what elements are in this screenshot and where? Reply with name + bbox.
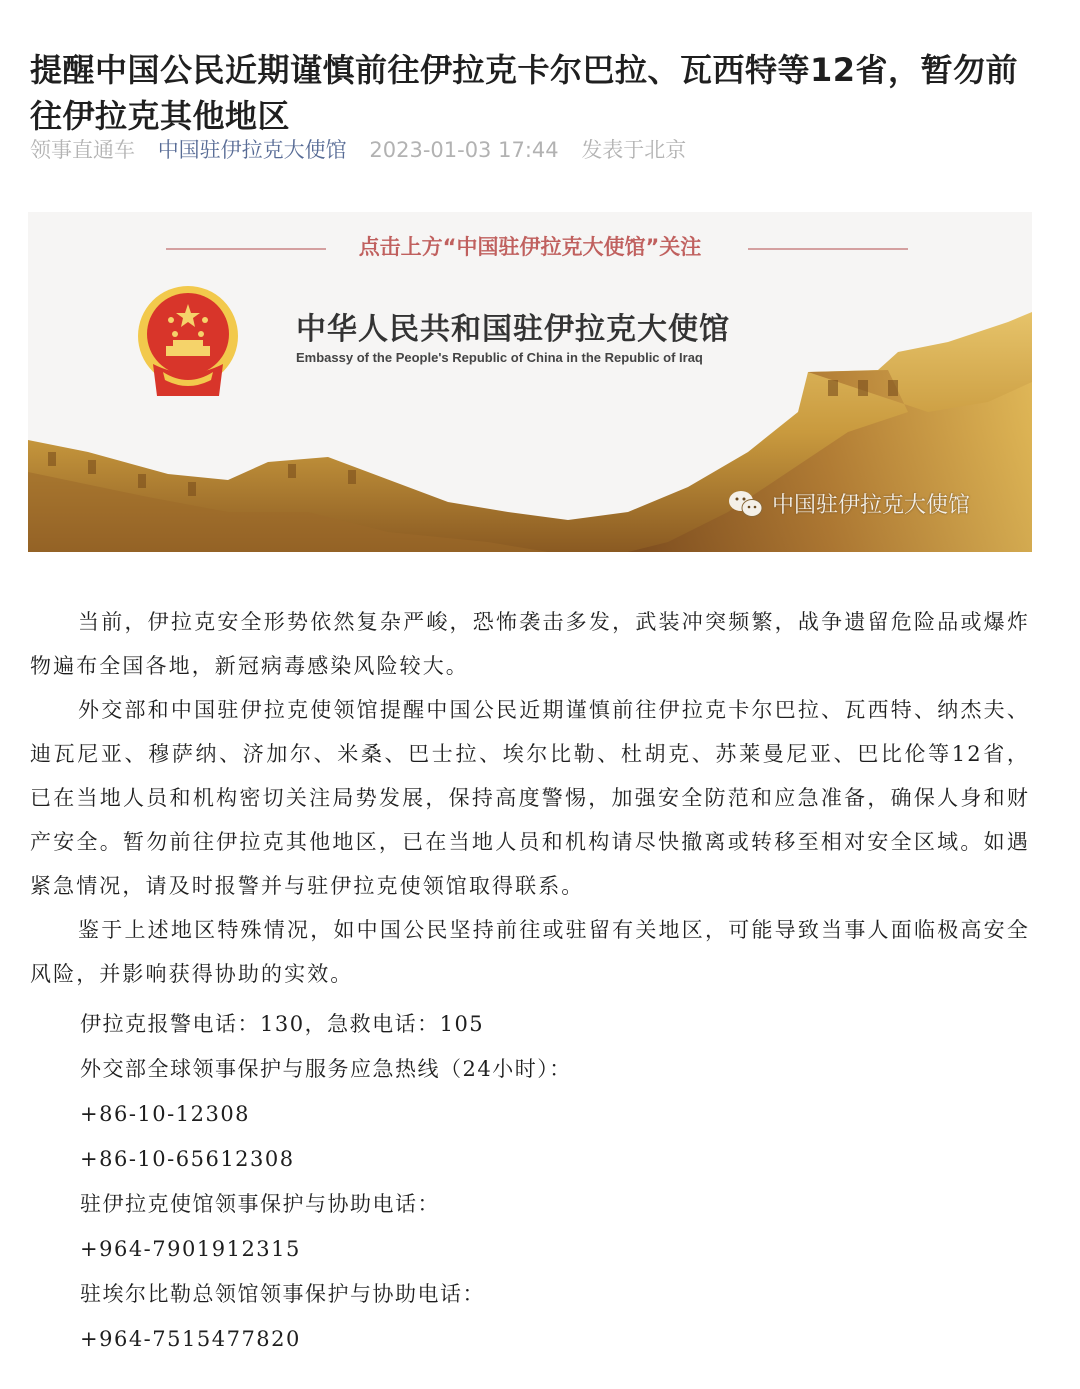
publish-datetime: 2023-01-03 17:44 (369, 138, 559, 162)
account-link[interactable]: 中国驻伊拉克大使馆 (157, 138, 347, 162)
erbil-consulate-phone-number[interactable]: +964-7515477820 (80, 1327, 301, 1351)
article-body (30, 600, 1030, 996)
embassy-phone-number[interactable]: +964-7901912315 (80, 1237, 301, 1261)
local-emergency-numbers: 伊拉克报警电话：130，急救电话：105 (80, 1012, 485, 1036)
wechat-icon (728, 489, 764, 519)
column-label: 领事直通车 (30, 138, 135, 162)
embassy-chinese-name: 中华人民共和国驻伊拉克大使馆 (296, 312, 730, 347)
mfa-hotline-label: 外交部全球领事保护与服务应急热线（24小时）： (80, 1057, 572, 1081)
mfa-hotline-number-2[interactable]: +86-10-65612308 (80, 1147, 295, 1171)
mfa-hotline-number-1[interactable]: +86-10-12308 (80, 1102, 251, 1126)
article-meta (30, 134, 702, 166)
follow-prompt: 点击上方“中国驻伊拉克大使馆”关注 (358, 235, 702, 259)
paragraph-travel-advisory: 外交部和中国驻伊拉克使领馆提醒中国公民近期谨慎前往伊拉克卡尔巴拉、瓦西特、纳杰夫、迪瓦尼亚、穆萨纳、济加尔、米桑、巴士拉、埃尔比勒、杜胡克、苏莱曼尼亚、巴比伦等12省，已在当地人员和机构密切关注局势发展，保持高度警惕，加强安全防范和应急准备，确保人身和财产安全。暂勿前往伊拉克其他地区，已在当地人员和机构请尽快撤离或转移至相对安全区域。如遇紧急情况，请及时报警并与驻伊拉克使领馆取得联系。 (30, 698, 1030, 898)
embassy-phone-label: 驻伊拉克使馆领事保护与协助电话： (80, 1192, 440, 1216)
paragraph-security-situation: 当前，伊拉克安全形势依然复杂严峻，恐怖袭击多发，武装冲突频繁，战争遗留危险品或爆炸物遍布全国各地，新冠病毒感染风险较大。 (30, 610, 1030, 678)
article-title: 提醒中国公民近期谨慎前往伊拉克卡尔巴拉、瓦西特等12省，暂勿前往伊拉克其他地区 (30, 51, 1019, 136)
erbil-consulate-phone-label: 驻埃尔比勒总领馆领事保护与协助电话： (80, 1282, 485, 1306)
divider-right (748, 248, 908, 250)
national-emblem-icon (133, 284, 243, 404)
header-banner-image (28, 212, 1032, 552)
paragraph-risk-warning: 鉴于上述地区特殊情况，如中国公民坚持前往或驻留有关地区，可能导致当事人面临极高安全风险，并影响获得协助的实效。 (30, 918, 1030, 986)
publish-location: 发表于北京 (581, 138, 687, 162)
embassy-english-name: Embassy of the People's Republic of China in the Republic of Iraq (296, 350, 703, 365)
watermark-text: 中国驻伊拉克大使馆 (772, 493, 971, 518)
emergency-contacts (80, 1002, 572, 1362)
wechat-watermark (728, 488, 970, 519)
